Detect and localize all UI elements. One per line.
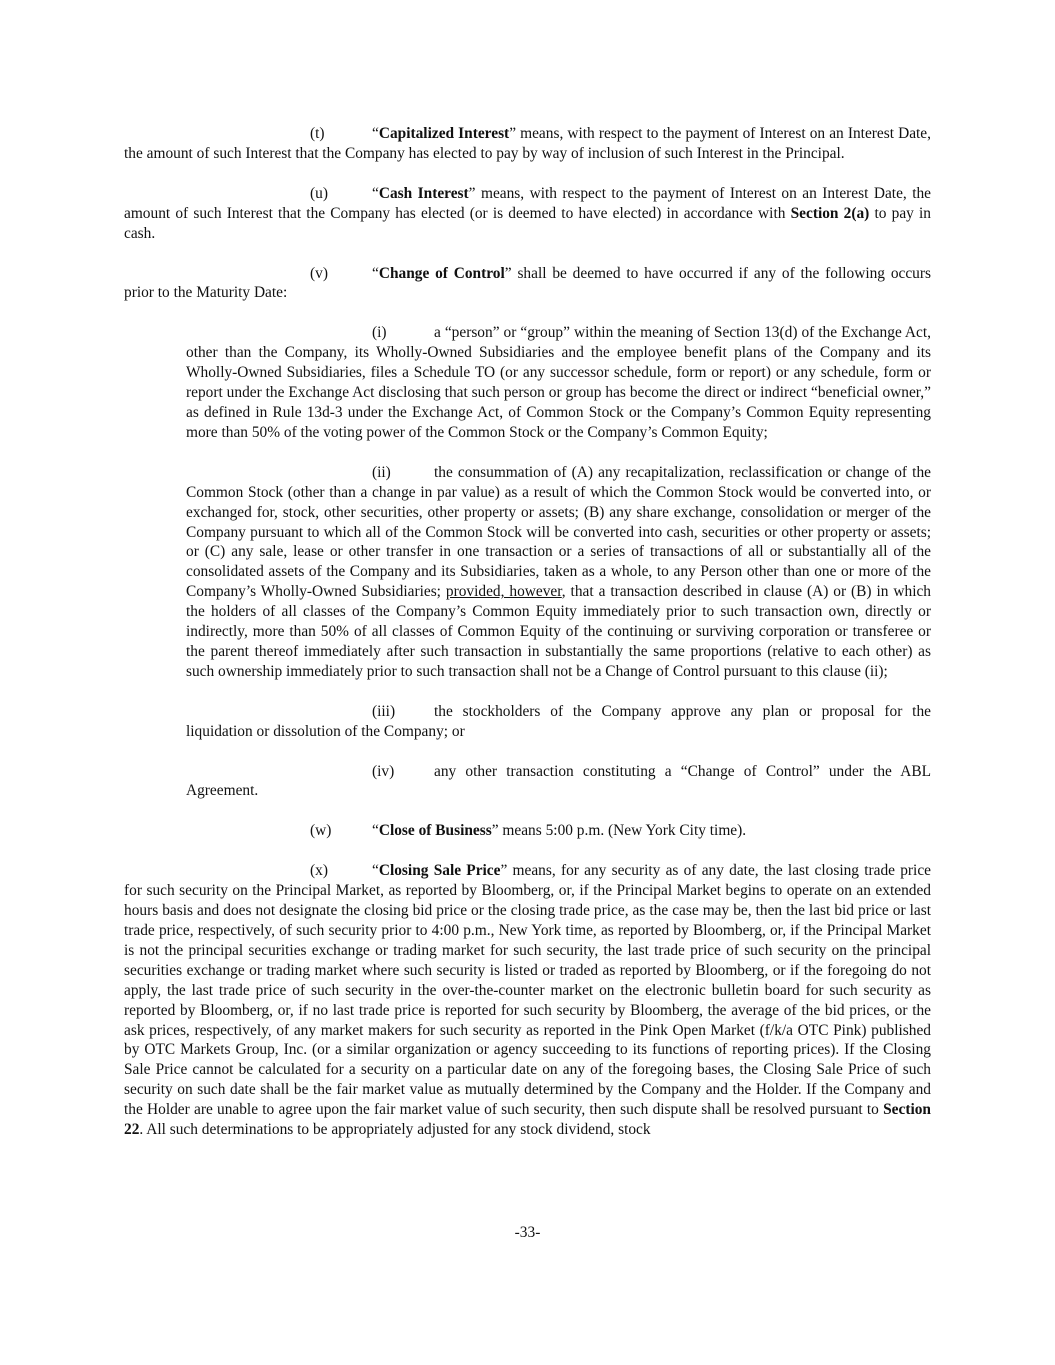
defined-term: Capitalized Interest xyxy=(378,125,510,142)
definition-close-of-business: (w) “Close of Business” means 5:00 p.m. (New York City time). xyxy=(310,822,747,840)
clause-number: (iv) xyxy=(372,762,395,780)
clause-number: (ii) xyxy=(372,463,391,481)
defined-term: Cash Interest xyxy=(378,184,469,202)
section-reference: Section 2(a) xyxy=(790,204,870,222)
clause-iii xyxy=(186,702,931,742)
clause-ii xyxy=(186,463,931,682)
section-number: (t) xyxy=(310,125,325,142)
clause-text: any other transaction constituting a “Change of Control” under the ABL Agreement. xyxy=(186,762,931,800)
proviso: provided, however xyxy=(445,583,562,601)
clause-i xyxy=(186,323,931,442)
defined-term: Close of Business xyxy=(378,822,492,840)
page-number: -33- xyxy=(514,1224,541,1241)
definition-capitalized-interest: (t) “Capitalized Interest” means, with respect to the payment of Interest on an Interest Date, the amount of such Interest that the Company has elected to pay by way of inclusion of such Interest in the Principal. xyxy=(124,125,931,162)
section-number: (w) xyxy=(310,822,332,840)
clause-number: (iii) xyxy=(372,702,396,720)
definition-change-of-control: (v) “Change of Control” shall be deemed to have occurred if any of the following occurs prior to the Maturity Date: xyxy=(124,264,931,302)
clause-text: the consummation of (A) any recapitalization, reclassification or change of the Common Stock (other than a change in par value) as a result of which the Common Stock would be converted into, or exchanged for, stock, other securities, other property or assets; (B) any share exchange, consolidation or merger of the Company pursuant to which all of the Common Stock will be converted into cash, securities or other property or assets; or (C) any sale, lease or other transfer in one transaction or a series of transactions of all or substantially all of the consolidated assets of the Company and its Subsidiaries, taken as a whole, to any Person other than one or more of the Company’s Wholly-Owned Subsidiaries; xyxy=(186,463,931,601)
clause-text: the stockholders of the Company approve any plan or proposal for the liquidation or dissolution of the Company; or xyxy=(186,702,931,740)
definition-text: means, for any security as of any date, the last closing trade price for such security on the Principal Market, as reported by Bloomberg, or, if the Principal Market begins to operate on an extended hours basis and does not designate the closing bid price or the closing trade price, as the case may be, then the last bid price or last trade price, respectively, of such security prior to 4:00 p.m., New York time, as reported by Bloomberg, or, if the Principal Market is not the principal securities exchange or trading market for such security, the last trade price of such security on the principal securities exchange or trading market where such security is listed or traded as reported by Bloomberg, or if the foregoing do not apply, the last trade price of such security in the over-the-counter market on the electronic bulletin board for such security as reported by Bloomberg, or, if no last trade price is reported for such security by Bloomberg, the average of the bid prices, or the ask prices, respectively, of any market makers for such security as reported in the Pink Open Market (f/k/a OTC Pink) published by OTC Markets Group, Inc. (or a similar organization or agency succeeding to its functions of reporting prices). If the Closing Sale Price cannot be calculated for a security on a particular date on any of the foregoing bases, the Closing Sale Price of such security on such date shall be the fair market value as mutually determined by the Company and the Holder. If the Company and the Holder are unable to agree upon the fair market value of such security, then such dispute shall be resolved pursuant to xyxy=(124,862,931,1119)
definition-text: shall be deemed to have occurred if any of the following occurs prior to the Maturity Date: xyxy=(124,264,931,302)
clause-number: (i) xyxy=(372,324,387,342)
definition-closing-sale-price: (x) “Closing Sale Price” means, for any security as of any date, the last closing trade price for such security on the Principal Market, as reported by Bloomberg, or, if the Principal Market begins to operate on an extended hours basis and does not designate the closing bid price or the closing trade price, as the case may be, then the last bid price or last trade price, respectively, of such security prior to 4:00 p.m., New York time, as reported by Bloomberg, or, if the Principal Market is not the principal securities exchange or trading market for such security, the last trade price of such security on the principal securities exchange or trading market where such security is listed or traded as reported by Bloomberg, or if the foregoing do not apply, the last trade price of such security in the over-the-counter market on the electronic bulletin board for such security as reported by Bloomberg, or, if no last trade price is reported for such security by Bloomberg, the average of the bid prices, or the ask prices, respectively, of any market makers for such security as reported in the Pink Open Market (f/k/a OTC Pink) published by OTC Markets Group, Inc. (or a similar organization or agency succeeding to its functions of reporting prices). If the Closing Sale Price cannot be calculated for a security on a particular date on any of the foregoing bases, the Closing Sale Price of such security on such date shall be the fair market value as mutually determined by the Company and the Holder. If the Company and the Holder are unable to agree upon the fair market value of such security, then such dispute shall be resolved pursuant to Section 22. All such determinations to be appropriately adjusted for any stock dividend, stock xyxy=(124,862,931,1139)
section-number: (x) xyxy=(310,862,328,880)
section-number: (v) xyxy=(310,264,328,282)
definition-text: means, with respect to the payment of Interest on an Interest Date, the amount of such Interest that the Company has elected to pay by way of inclusion of such Interest in the Principal. xyxy=(124,125,931,162)
clause-iv xyxy=(186,762,931,802)
definition-cash-interest: (u) “Cash Interest” means, with respect to the payment of Interest on an Interest Date, the amount of such Interest that the Company has elected (or is deemed to have elected) in accordance with Section 2(a) to pay in cash. xyxy=(124,184,932,242)
document-page xyxy=(124,124,931,1140)
definition-text-tail: . All such determinations to be appropriately adjusted for any stock dividend, stock xyxy=(139,1121,651,1139)
defined-term: Change of Control xyxy=(378,264,505,282)
definition-text: means 5:00 p.m. (New York City time). xyxy=(498,822,747,840)
clause-text-tail: , that a transaction described in clause (A) or (B) in which the holders of all classes of the Company’s Common Equity immediately prior to such transaction own, directly or indirectly, more than 50% of all classes of Common Equity of the continuing or surviving corporation or transferee or the parent thereof immediately after such transaction in substantially the same proportions (relative to each other) as such ownership immediately prior to such transaction shall not be a Change of Control pursuant to this clause (ii); xyxy=(186,583,932,680)
section-number: (u) xyxy=(310,184,328,202)
section-reference: Section 22 xyxy=(124,1101,931,1139)
definition-text-tail: to pay in cash. xyxy=(124,204,931,242)
definition-text: means, with respect to the payment of Interest on an Interest Date, the amount of such Interest that the Company has elected (or is deemed to have elected) in accordance with xyxy=(124,184,932,222)
clause-text: a “person” or “group” within the meaning of Section 13(d) of the Exchange Act, other than the Company, its Wholly-Owned Subsidiaries and the employee benefit plans of the Company and its Wholly-Owned Subsidiaries, files a Schedule TO (or any successor schedule, form or report) or any schedule, form or report under the Exchange Act disclosing that such person or group has become the direct or indirect “beneficial owner,” as defined in Rule 13d-3 under the Exchange Act, of Common Stock or the Company’s Common Equity representing more than 50% of the voting power of the Common Stock or the Company’s Common Equity; xyxy=(186,324,931,441)
defined-term: Closing Sale Price xyxy=(378,862,501,880)
